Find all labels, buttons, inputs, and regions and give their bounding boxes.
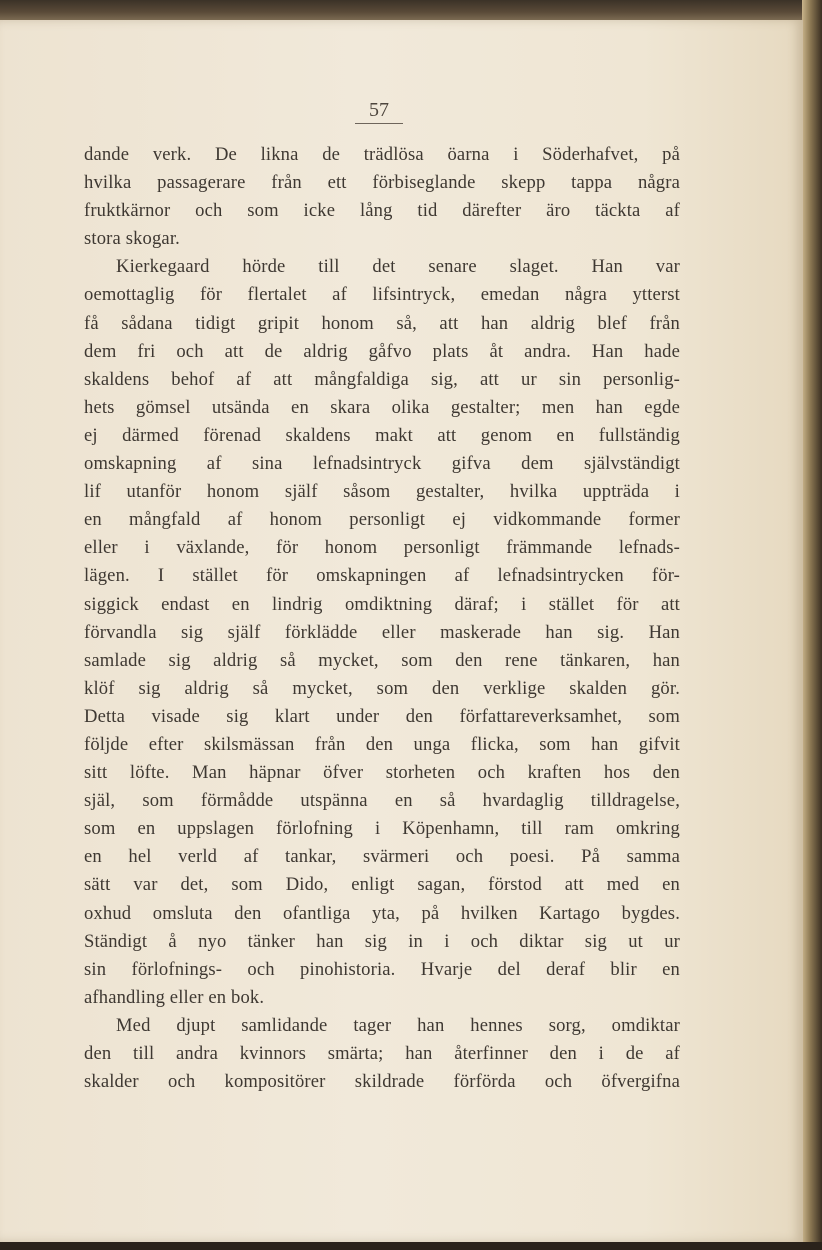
- book-spine-edge: [802, 0, 822, 1250]
- paragraph: [84, 141, 680, 253]
- text-line: sitt löfte. Man häpnar öfver storheten och kraften hos den: [84, 762, 680, 784]
- text-line: Med djupt samlidande tager han hennes sorg, omdiktar: [116, 1014, 680, 1036]
- text-line: oemottaglig för flertalet af lifsintryck, emedan några ytterst: [84, 284, 680, 306]
- book-top-edge: [0, 0, 822, 20]
- text-line: eller i växlande, för honom personligt främmande lefnads-: [84, 537, 680, 559]
- text-line: afhandling eller en bok.: [84, 986, 265, 1008]
- text-line: lägen. I stället för omskapningen af lefnadsintrycken för-: [84, 565, 680, 587]
- text-line: Kierkegaard hörde till det senare slaget. Han var: [116, 256, 680, 278]
- paragraph: [84, 253, 680, 1012]
- text-line: sin förlofnings- och pinohistoria. Hvarje del deraf blir en: [84, 958, 680, 980]
- text-line: ej därmed förenad skaldens makt att genom en fullständig: [84, 424, 680, 446]
- text-line: själ, som förmådde utspänna en så hvardaglig tilldragelse,: [84, 790, 680, 812]
- text-line: Detta visade sig klart under den författareverksamhet, som: [84, 705, 680, 727]
- text-line: en mångfald af honom personligt ej vidkommande former: [84, 509, 680, 531]
- book-page: [0, 20, 803, 1242]
- text-line: dande verk. De likna de trädlösa öarna i Söderhafvet, på: [84, 144, 680, 165]
- text-line: samlade sig aldrig så mycket, som den rene tänkaren, han: [84, 649, 680, 671]
- body-text: [84, 141, 680, 1096]
- text-line: stora skogar.: [84, 228, 180, 250]
- text-line: oxhud omsluta den ofantliga yta, på hvilken Kartago bygdes.: [84, 902, 680, 924]
- text-line: siggick endast en lindrig omdiktning däraf; i stället för att: [84, 593, 680, 615]
- text-line: som en uppslagen förlofning i Köpenhamn, till ram omkring: [84, 818, 680, 840]
- text-line: skalder och kompositörer skildrade förförda och öfvergifna: [84, 1071, 680, 1093]
- text-line: Ständigt å nyo tänker han sig in i och diktar sig ut ur: [84, 930, 680, 952]
- text-line: omskapning af sina lefnadsintryck gifva dem självständigt: [84, 453, 680, 475]
- page-number: 57: [355, 98, 403, 124]
- text-line: sätt var det, som Dido, enligt sagan, förstod att med en: [84, 874, 680, 896]
- text-line: hets gömsel utsända en skara olika gestalter; men han egde: [84, 396, 680, 418]
- text-line: klöf sig aldrig så mycket, som den verklige skalden gör.: [84, 677, 680, 699]
- text-line: fruktkärnor och som icke lång tid därefter äro täckta af: [84, 200, 680, 222]
- text-line: en hel verld af tankar, svärmeri och poesi. På samma: [84, 846, 680, 868]
- book-bottom-edge: [0, 1242, 822, 1250]
- text-line: lif utanför honom själf såsom gestalter, hvilka uppträda i: [84, 481, 680, 503]
- text-line: förvandla sig själf förklädde eller maskerade han sig. Han: [84, 621, 680, 643]
- text-line: hvilka passagerare från ett förbiseglande skepp tappa några: [84, 172, 680, 194]
- text-line: få sådana tidigt gripit honom så, att han aldrig blef från: [84, 312, 680, 334]
- text-line: den till andra kvinnors smärta; han återfinner den i de af: [84, 1043, 680, 1064]
- text-line: följde efter skilsmässan från den unga flicka, som han gifvit: [84, 733, 680, 755]
- text-line: skaldens behof af att mångfaldiga sig, att ur sin personlig-: [84, 368, 680, 390]
- text-line: dem fri och att de aldrig gåfvo plats åt andra. Han hade: [84, 340, 680, 362]
- paragraph: [84, 1012, 680, 1096]
